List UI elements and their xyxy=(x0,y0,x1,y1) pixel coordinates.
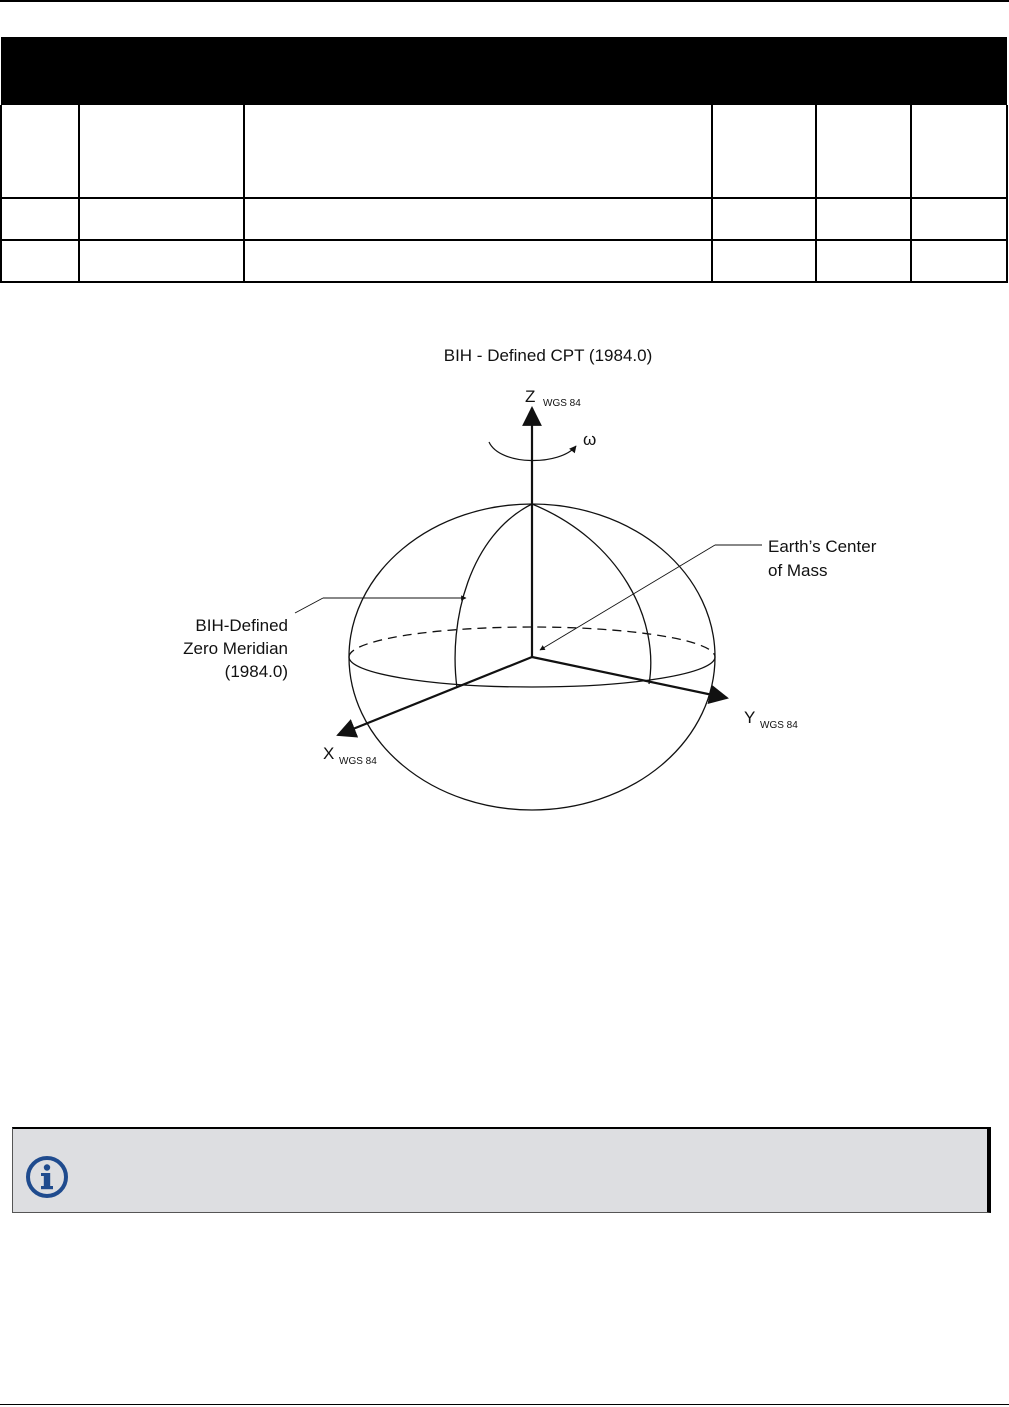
table-cell xyxy=(79,105,244,198)
parameter-table xyxy=(0,37,1006,283)
center-label-line1: Earth’s Center xyxy=(768,537,877,556)
info-note xyxy=(12,1127,991,1213)
table-cell xyxy=(816,198,911,240)
table-cell xyxy=(244,240,712,282)
table-cell xyxy=(816,240,911,282)
x-axis-subscript: WGS 84 xyxy=(339,756,377,767)
x-axis xyxy=(338,657,532,735)
figure-title: BIH - Defined CPT (1984.0) xyxy=(443,346,653,365)
table-cell xyxy=(712,240,816,282)
table-cell xyxy=(816,105,911,198)
omega-label: ω xyxy=(583,430,597,449)
table-header-cell xyxy=(1,37,79,105)
table-cell xyxy=(712,105,816,198)
x-axis-letter: X xyxy=(323,744,335,763)
meridian-label-line2: Zero Meridian xyxy=(183,639,288,658)
zero-meridian-line xyxy=(455,504,532,688)
info-icon xyxy=(25,1155,69,1199)
equator-front xyxy=(349,657,715,687)
z-axis-letter: Z xyxy=(525,387,536,406)
table-header-cell xyxy=(244,37,712,105)
table-row xyxy=(1,105,1007,198)
table-row xyxy=(1,240,1007,282)
bottom-rule xyxy=(0,1404,1009,1405)
center-label-line2: of Mass xyxy=(768,561,828,580)
table-cell xyxy=(244,198,712,240)
z-axis-subscript: WGS 84 xyxy=(543,398,581,409)
table-cell xyxy=(911,105,1007,198)
y-axis-subscript: WGS 84 xyxy=(760,720,798,731)
table-header-row xyxy=(1,37,1007,105)
table-row xyxy=(1,198,1007,240)
wgs84-diagram xyxy=(0,330,1009,830)
wgs84-figure xyxy=(0,330,1009,830)
table-cell xyxy=(1,240,79,282)
table-header-cell xyxy=(816,37,911,105)
table-cell xyxy=(1,198,79,240)
table-cell xyxy=(911,240,1007,282)
y-axis-letter: Y xyxy=(744,708,756,727)
table-cell xyxy=(1,105,79,198)
table-cell xyxy=(79,240,244,282)
meridian-leader-diagonal xyxy=(295,598,323,613)
table-header-cell xyxy=(911,37,1007,105)
table-cell xyxy=(911,198,1007,240)
y-axis xyxy=(532,657,727,698)
table-cell xyxy=(712,198,816,240)
table-cell xyxy=(244,105,712,198)
meridian-label-line1: BIH-Defined xyxy=(195,616,288,635)
table-header-cell xyxy=(712,37,816,105)
top-rule xyxy=(0,0,1009,2)
center-leader-arrow xyxy=(540,545,715,650)
table-header-cell xyxy=(79,37,244,105)
table-cell xyxy=(79,198,244,240)
meridian-label-line3: (1984.0) xyxy=(224,662,288,681)
